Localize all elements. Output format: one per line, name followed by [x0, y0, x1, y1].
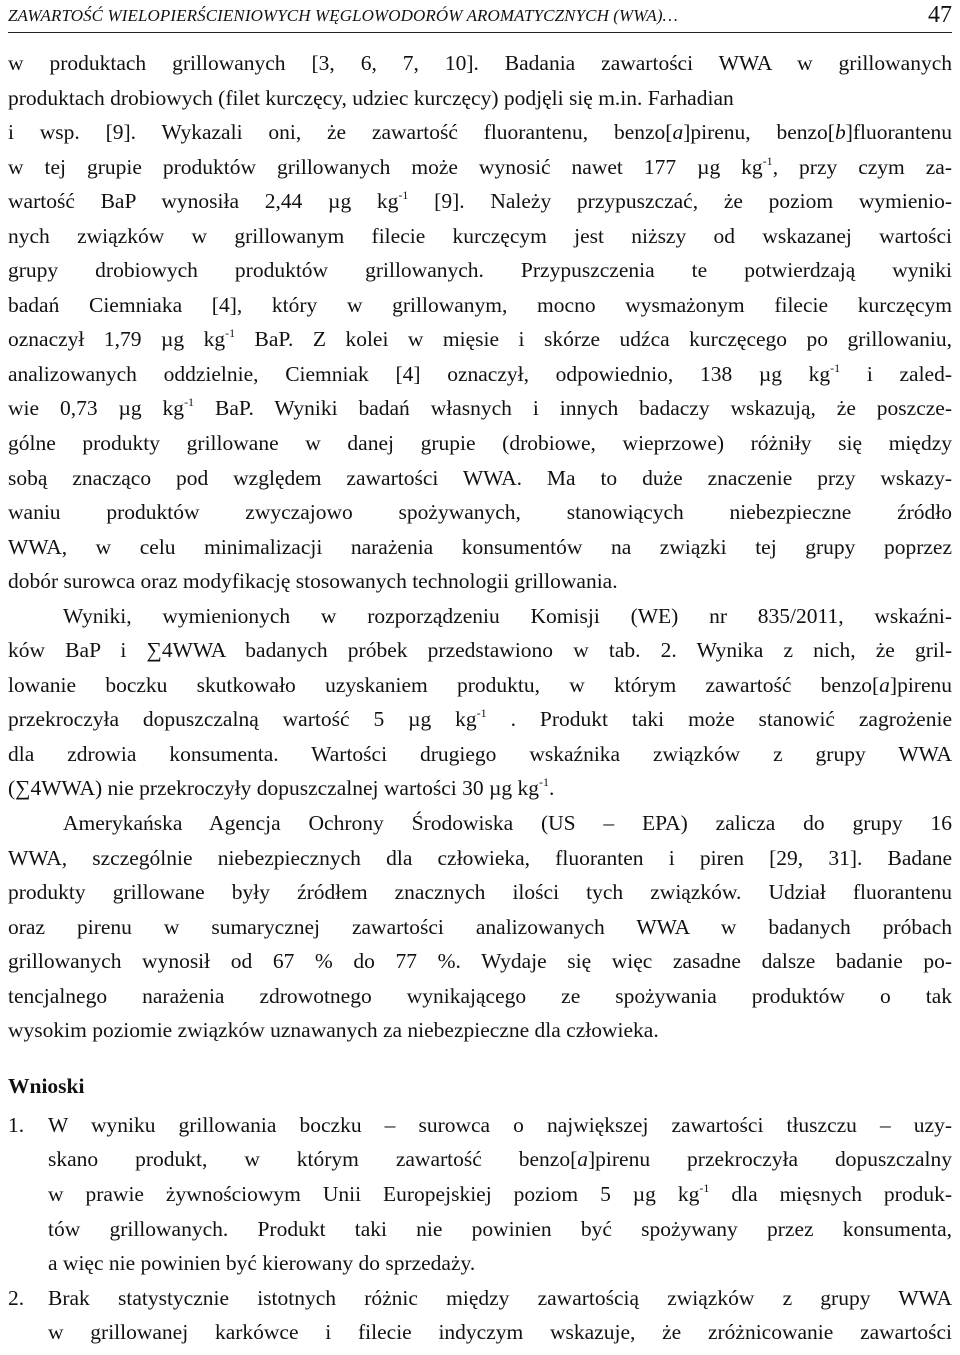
superscript: -1	[225, 326, 236, 341]
italic-letter: a	[577, 1147, 588, 1172]
text-line: dobór surowca oraz modyfikację stosowanych technologii grillowania.	[8, 569, 618, 594]
section-heading: Wnioski	[8, 1073, 85, 1098]
section-spacer	[8, 1048, 952, 1064]
text-line: w produktach grillowanych [3, 6, 7, 10]. Badania zawartości WWA w grillowanych	[8, 51, 952, 75]
list-item-line: w grillowanej karkówce i filecie indyczym wskazuje, że zróżnicowanie zawartości	[48, 1320, 952, 1345]
text-line: grupy drobiowych produktów grillowanych. Przypuszczenia te potwierdzają wyniki	[8, 258, 952, 283]
list-item-line: tów grillowanych. Produkt taki nie powinien być spożywany przez konsumenta,	[48, 1216, 952, 1241]
text-line: waniu produktów zwyczajowo spożywanych, stanowiących niebezpieczne źródło	[8, 500, 952, 525]
text-line: wysokim poziomie związków uznawanych za niebezpieczne dla człowieka.	[8, 1018, 659, 1043]
text-line: WWA, w celu minimalizacji narażenia konsumentów na związki tej grupy poprzez	[8, 534, 952, 559]
superscript: -1	[699, 1180, 710, 1195]
text-line: Wyniki, wymienionych w rozporządzeniu Komisji (WE) nr 835/2011, wskaźni-	[63, 603, 952, 628]
running-header	[8, 4, 952, 33]
italic-letter: a	[879, 672, 890, 697]
text-line: gólne produkty grillowane w danej grupie (drobiowe, wieprzowe) różniły się między	[8, 431, 952, 456]
superscript: -1	[538, 775, 549, 790]
text-line: produktach drobiowych (filet kurczęcy, udziec kurczęcy) podjęli się m.in. Farhadian	[8, 85, 734, 110]
text-line: (∑4WWA) nie przekroczyły dopuszczalnej wartości 30 µg $kg^{-1}$.	[8, 775, 555, 801]
text-line: nych związków w grillowanym filecie kurczęcym jest niższy od wskazanej wartości	[8, 223, 952, 248]
text-line: dla zdrowia konsumenta. Wartości drugiego wskaźnika związków z grupy WWA	[8, 741, 952, 766]
text-line: produkty grillowane były źródłem znacznych ilości tych związków. Udział fluorantenu	[8, 880, 952, 905]
text-line: wie 0,73 µg $kg^{-1}$ BaP. Wyniki badań własnych i innych badaczy wskazują, że poszcze-	[8, 395, 952, 421]
text-line: WWA, szczególnie niebezpiecznych dla człowieka, fluoranten i piren [29, 31]. Badane	[8, 845, 952, 870]
text-line: przekroczyła dopuszczalną wartość 5 µg $kg^{-1}$ . Produkt taki może stanowić zagrożenie	[8, 706, 952, 732]
list-item-line: skano produkt, w którym zawartość benzo[a]pirenu przekroczyła dopuszczalny	[48, 1147, 952, 1172]
text-line: lowanie boczku skutkowało uzyskaniem produktu, w którym zawartość benzo[a]pirenu	[8, 672, 952, 697]
text-line: ków BaP i ∑4WWA badanych próbek przedstawiono w tab. 2. Wynika z nich, że gril-	[8, 638, 952, 663]
page-number: 47	[928, 2, 952, 28]
text-line: Amerykańska Agencja Ochrony Środowiska (US – EPA) zalicza do grupy 16	[63, 811, 952, 836]
list-item-line: w prawie żywnościowym Unii Europejskiej poziom 5 µg $kg^{-1}$ dla mięsnych produk-	[48, 1180, 952, 1206]
list-item-line: 1. W wyniku grillowania boczku – surowca o największej zawartości tłuszczu – uzy-	[8, 1108, 952, 1143]
text-line: oznaczył 1,79 µg $kg^{-1}$ BaP. Z kolei w mięsie i skórze udźca kurczęcego po grillowaniu,	[8, 326, 952, 352]
superscript: -1	[762, 153, 773, 168]
italic-letter: a	[672, 120, 684, 145]
text-line: i wsp. [9]. Wykazali oni, że zawartość fluorantenu, benzo[a]pirenu, benzo[b]fluorantenu	[8, 120, 952, 145]
text-line: grillowanych wynosił od 67 % do 77 %. Wydaje się więc zasadne dalsze badanie po-	[8, 949, 952, 974]
text-line: tencjalnego narażenia zdrowotnego wynikającego ze spożywania produktów o tak	[8, 983, 952, 1008]
italic-letter: b	[834, 120, 846, 145]
list-item-line: a więc nie powinien być kierowany do sprzedaży.	[48, 1251, 476, 1276]
superscript: -1	[830, 360, 841, 375]
superscript: -1	[476, 706, 487, 721]
list-number: 1.	[8, 1112, 25, 1137]
body-text	[8, 46, 952, 1350]
list-item-line: 2. Brak statystycznie istotnych różnic między zawartością związków z grupy WWA	[8, 1281, 952, 1316]
superscript: -1	[184, 395, 195, 410]
text-line: sobą znacząco pod względem zawartości WWA. Ma to duże znaczenie przy wskazy-	[8, 465, 952, 490]
list-number: 2.	[8, 1285, 25, 1310]
text-line: wartość BaP wynosiła 2,44 µg $kg^{-1}$ [9]. Należy przypuszczać, że poziom wymienio-	[8, 188, 952, 214]
running-header-title: ZAWARTOŚĆ WIELOPIERŚCIENIOWYCH WĘGLOWODORÓW AROMATYCZNYCH (WWA)…	[8, 6, 678, 25]
text-line: oraz pirenu w sumarycznej zawartości analizowanych WWA w badanych próbach	[8, 914, 952, 939]
text-line: w tej grupie produktów grillowanych może wynosić nawet 177 µg $kg^{-1}$, przy czym za-	[8, 153, 952, 179]
text-line: analizowanych oddzielnie, Ciemniak [4] oznaczył, odpowiednio, 138 µg $kg^{-1}$ i zaled-	[8, 360, 952, 386]
superscript: -1	[398, 188, 409, 203]
text-line: badań Ciemniaka [4], który w grillowanym, mocno wysmażonym filecie kurczęcym	[8, 292, 952, 317]
